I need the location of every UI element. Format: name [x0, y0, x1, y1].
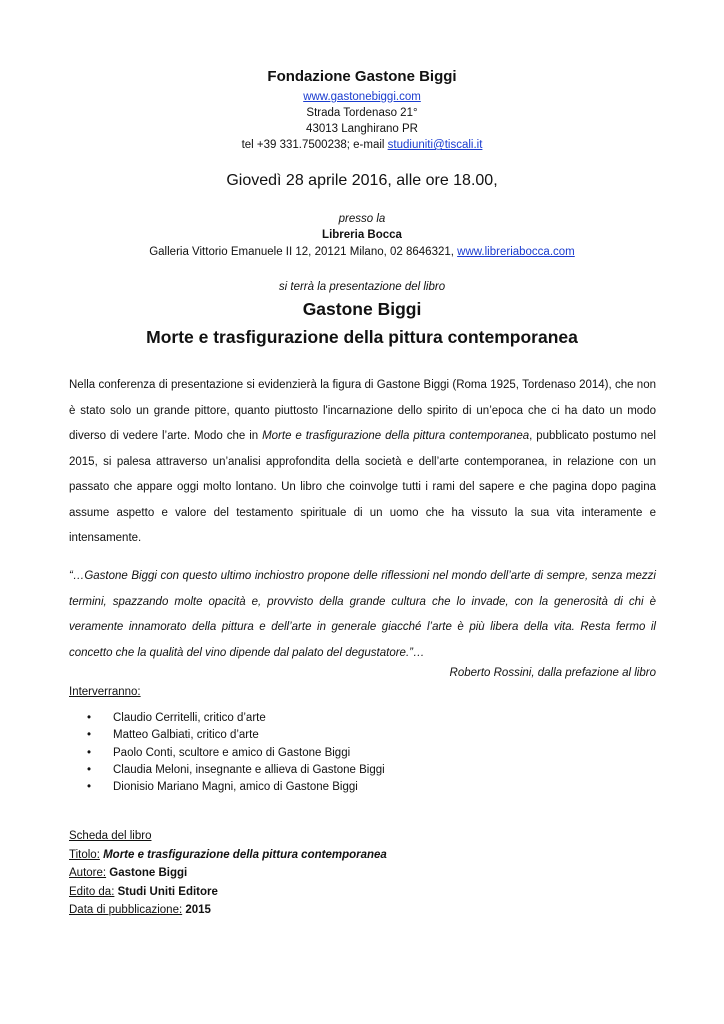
title-value: Morte e trasfigurazione della pittura contemporanea [103, 848, 387, 861]
contact-text: tel +39 331.7500238; e-mail [241, 139, 388, 151]
scheda-author-row [69, 864, 387, 883]
bullet-icon: • [87, 746, 92, 759]
book-title-heading: Morte e trasfigurazione della pittura contemporanea [146, 327, 578, 347]
list-item [87, 727, 385, 744]
email-link[interactable]: studiuniti@tiscali.it [387, 139, 483, 151]
bullet-icon: • [87, 729, 92, 742]
author-label: Autore: [69, 867, 107, 880]
bullet-icon: • [87, 781, 92, 794]
list-item [87, 745, 385, 762]
bullet-icon: • [87, 763, 92, 776]
scheda-date-row [69, 901, 387, 920]
venue-address: Galleria Vittorio Emanuele II 12, 20121 Milano, 02 8646321, [149, 246, 458, 258]
bullet-icon: • [87, 712, 92, 724]
description-paragraph [69, 373, 656, 552]
venue-website-link[interactable]: www.libreriabocca.com [457, 246, 575, 258]
list-item [87, 762, 385, 779]
scheda-publisher-row [69, 883, 387, 902]
event-date: Giovedì 28 aprile 2016, alle ore 18.00, [226, 172, 498, 189]
paragraph-book-title: Morte e trasfigurazione della pittura contemporanea [262, 430, 530, 442]
speaker-name: Claudia Meloni, insegnante e allieva di Gastone Biggi [113, 763, 385, 776]
venue-name: Libreria Bocca [322, 229, 402, 241]
contact-line [0, 139, 724, 151]
quote-source: Roberto Rossini, dalla prefazione al libro [449, 667, 656, 679]
speaker-name: Claudio Cerritelli, critico d’arte [113, 712, 266, 724]
preface-quote: “…Gastone Biggi con questo ultimo inchiostro propone delle riflessioni nel mondo dell’arte di sempre, senza mezzi termini, spazzando molte opacità e, provvisto della grande cultura che lo invade, con la generosità di chi è veramente innamorato della pittura e dell’arte in generale giacché l’arte è più libera della vita. Resta fermo il concetto che la qualità del vino dipende dal palato del degustatore.”… [69, 570, 656, 659]
website-link[interactable]: www.gastonebiggi.com [303, 91, 421, 103]
publisher-value: Studi Uniti Editore [117, 885, 218, 898]
paragraph-text-b: , pubblicato postumo nel 2015, si palesa attraverso un’analisi approfondita della società e dell’arte contemporanea, in relazione con un passato che appare oggi molto lontano. Un libro che coinvolge tutti i rami del sapere e che pagina dopo pagina assume aspetto e valore del testamento spirituale di un uomo che ha vissuto la sua vita interamente e intensamente. [69, 430, 656, 544]
speaker-name: Dionisio Mariano Magni, amico di Gastone Biggi [113, 781, 358, 794]
city-address: 43013 Langhirano PR [306, 123, 418, 135]
date-value: 2015 [185, 904, 211, 917]
book-author-heading: Gastone Biggi [302, 299, 422, 319]
scheda-heading: Scheda del libro [69, 830, 152, 842]
speakers-list [87, 710, 385, 796]
paragraph-text-a: Nella conferenza di presentazione si evidenzierà la figura di Gastone Biggi (Roma 1925, Tordenaso 2014), che non è stato solo un grande pittore, quanto piuttosto l'incarnazione dello spirito di un’epoca che ci ha dato un modo diverso di vedere l’arte. Modo che in [69, 379, 656, 442]
speaker-name: Paolo Conti, scultore e amico di Gastone Biggi [113, 746, 351, 759]
venue-address-line [0, 246, 724, 258]
title-label: Titolo: [69, 848, 100, 861]
speakers-label: Interverranno: [69, 686, 141, 698]
scheda-heading-row [69, 827, 387, 846]
publisher-label: Edito da: [69, 885, 115, 898]
website-line [0, 91, 724, 103]
date-label: Data di pubblicazione: [69, 904, 183, 917]
list-item [87, 710, 385, 727]
author-value: Gastone Biggi [109, 867, 188, 880]
street-address: Strada Tordenaso 21° [306, 107, 418, 119]
presso-text: presso la [338, 213, 386, 225]
org-name: Fondazione Gastone Biggi [267, 68, 457, 85]
presentation-intro: si terrà la presentazione del libro [278, 281, 446, 293]
book-details [69, 827, 387, 920]
scheda-title-row [69, 846, 387, 865]
speaker-name: Matteo Galbiati, critico d’arte [113, 729, 259, 742]
list-item [87, 779, 385, 796]
